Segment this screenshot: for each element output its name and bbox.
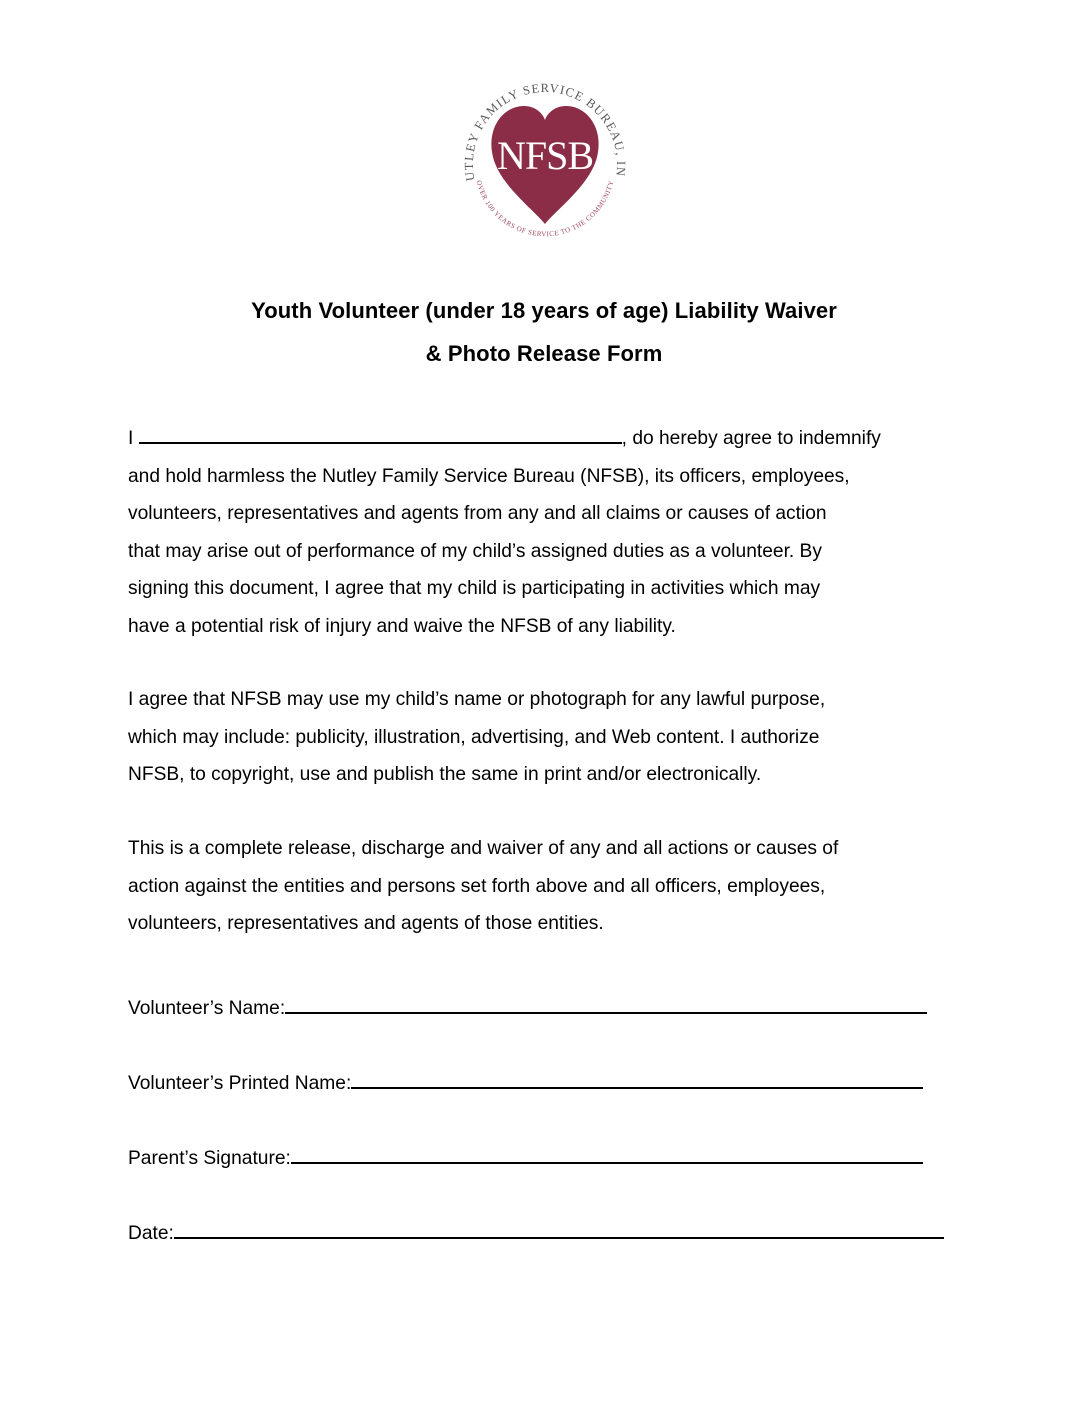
volunteer-name-field <box>128 998 927 1020</box>
form-title-line-1: Youth Volunteer (under 18 years of age) Liability Waiver <box>251 298 837 323</box>
paragraph-line: volunteers, representatives and agents from any and all claims or causes of action <box>128 503 827 524</box>
parent-name-blank[interactable] <box>139 426 622 444</box>
form-title-line-2: & Photo Release Form <box>425 341 663 366</box>
indemnity-suffix: , do hereby agree to indemnify <box>621 428 881 449</box>
paragraph-line: and hold harmless the Nutley Family Service Bureau (NFSB), its officers, employees, <box>128 465 850 487</box>
paragraph-line: have a potential risk of injury and waive the NFSB of any liability. <box>128 615 676 637</box>
volunteer-name-label: Volunteer’s Name: <box>128 998 286 1019</box>
paragraph-line: NFSB, to copyright, use and publish the same in print and/or electronically. <box>128 764 762 785</box>
logo-arc-bottom-text: OVER 100 YEARS OF SERVICE TO THE COMMUNITY <box>474 179 616 239</box>
paragraph-line: volunteers, representatives and agents of those entities. <box>128 913 604 934</box>
paragraph-line: This is a complete release, discharge and waiver of any and all actions or causes of <box>128 838 839 859</box>
parent-signature-label: Parent’s Signature: <box>128 1148 291 1169</box>
logo-abbreviation: NFSB <box>496 133 594 178</box>
volunteer-printed-name-line[interactable] <box>351 1086 923 1089</box>
nfsb-logo <box>452 66 638 252</box>
logo-arc-top-text: UTLEY FAMILY SERVICE BUREAU, IN <box>461 81 629 182</box>
volunteer-name-line[interactable] <box>285 1011 927 1014</box>
volunteer-printed-name-field <box>128 1073 923 1095</box>
date-line[interactable] <box>174 1236 944 1239</box>
indemnity-first-line <box>128 420 968 458</box>
photo-release-paragraph <box>128 681 968 794</box>
parent-signature-line[interactable] <box>291 1161 923 1164</box>
paragraph-line: I agree that NFSB may use my child’s name or photograph for any lawful purpose, <box>128 689 826 710</box>
indemnity-prefix: I <box>128 428 139 449</box>
paragraph-line: signing this document, I agree that my child is participating in activities which may <box>128 578 821 599</box>
paragraph-line: which may include: publicity, illustration, advertising, and Web content. I authorize <box>128 726 820 748</box>
paragraph-line: action against the entities and persons set forth above and all officers, employees, <box>128 875 826 897</box>
date-label: Date: <box>128 1223 174 1244</box>
logo-graphic <box>452 66 638 252</box>
parent-signature-field <box>128 1148 923 1170</box>
volunteer-printed-name-label: Volunteer’s Printed Name: <box>128 1073 352 1094</box>
paragraph-line: that may arise out of performance of my child’s assigned duties as a volunteer. By <box>128 540 822 562</box>
indemnity-paragraph <box>128 420 968 645</box>
release-paragraph <box>128 830 968 943</box>
date-field <box>128 1223 944 1245</box>
